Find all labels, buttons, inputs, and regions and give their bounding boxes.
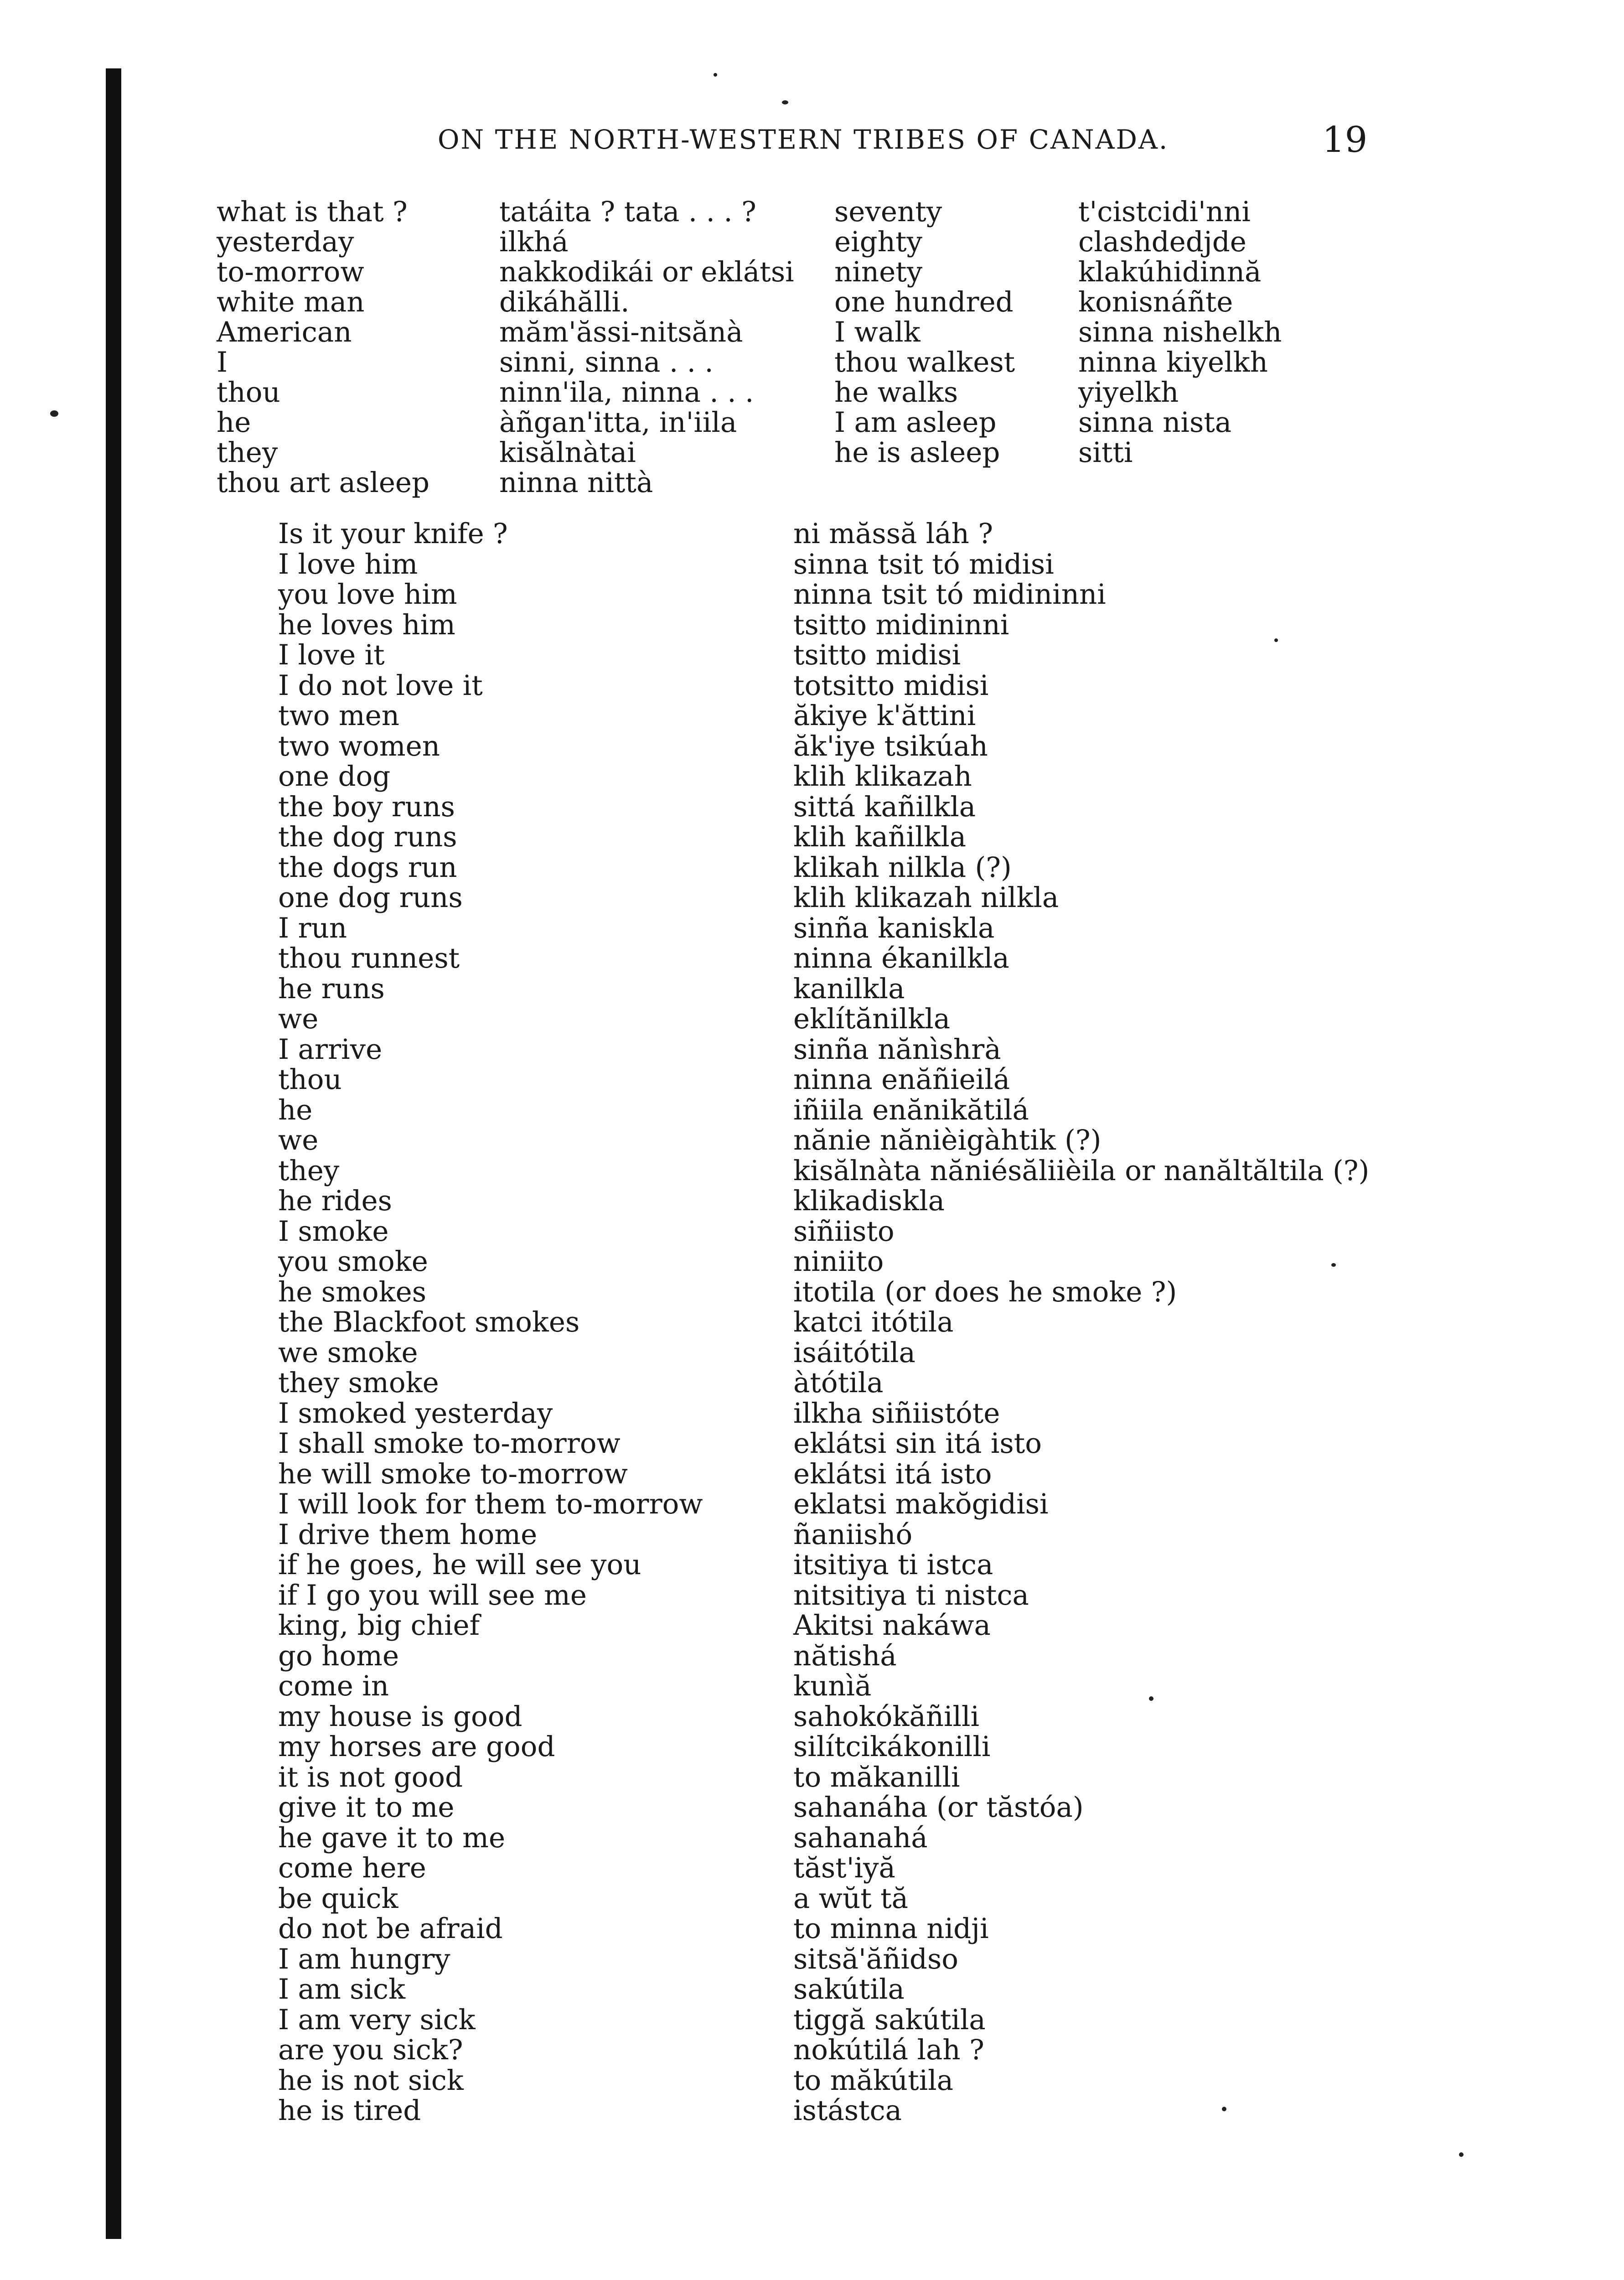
vocab-native: tatáita ? tata . . . ? (499, 196, 756, 228)
phrase-native: katci itótila (793, 1306, 954, 1338)
phrase-english: go home (278, 1639, 399, 1672)
phrase-english: be quick (278, 1882, 398, 1915)
phrase-native: klih klikazah nilkla (793, 881, 1059, 914)
phrase-english: I love him (278, 548, 418, 580)
phrase-native: sinña kaniskla (793, 912, 995, 944)
vocab-native: klakúhidinnă (1078, 256, 1262, 288)
vocab-native: t'cistcidi'nni (1078, 196, 1251, 228)
phrase-native: sinna tsit tó midisi (793, 548, 1054, 580)
phrase-english: two women (278, 730, 440, 762)
vocab-english: I (217, 346, 228, 378)
phrase-english-column (278, 519, 703, 2126)
top-left-english-column (217, 197, 429, 498)
phrase-english: they smoke (278, 1367, 439, 1399)
phrase-english: come in (278, 1670, 389, 1702)
vocab-english: American (217, 316, 352, 348)
phrase-english: the dogs run (278, 851, 457, 884)
vocab-english: I am asleep (834, 406, 997, 439)
vocab-native: yiyelkh (1078, 376, 1179, 409)
phrase-english: he will smoke to-morrow (278, 1457, 628, 1490)
phrase-english: the Blackfoot smokes (278, 1306, 580, 1338)
vocab-english: thou (217, 376, 280, 409)
phrase-english: they (278, 1154, 340, 1187)
phrase-english: my horses are good (278, 1731, 555, 1763)
vocab-english: to-morrow (217, 256, 364, 288)
phrase-english: we (278, 1003, 319, 1035)
vocab-native: konisnáñte (1078, 286, 1233, 318)
phrase-native: sahanáha (or tăstóa) (793, 1791, 1084, 1824)
phrase-english: king, big chief (278, 1609, 480, 1642)
phrase-english: do not be afraid (278, 1912, 503, 1945)
phrase-native: tsitto midisi (793, 639, 961, 671)
phrase-english: two men (278, 700, 400, 732)
phrase-english: he runs (278, 972, 385, 1005)
phrase-english: are you sick? (278, 2034, 463, 2066)
phrase-native: kisălnàta năniésăliièila or nanăltăltila (?) (793, 1154, 1370, 1187)
scan-speck (1222, 2107, 1226, 2111)
phrase-native: siñiisto (793, 1215, 895, 1248)
vocab-native: kisălnàtai (499, 436, 636, 469)
phrase-native: eklátsi sin itá isto (793, 1427, 1042, 1460)
vocab-native: sitti (1078, 436, 1133, 469)
vocab-english: thou art asleep (217, 466, 430, 499)
vocab-native: ninn'ila, ninna . . . (499, 376, 754, 409)
phrase-native: eklátsi itá isto (793, 1457, 992, 1490)
top-right-english-column (834, 197, 1015, 468)
phrase-english: it is not good (278, 1761, 463, 1793)
scan-speck (1149, 1696, 1153, 1701)
phrase-native: ăk'iye tsikúah (793, 730, 988, 762)
phrase-native: itotila (or does he smoke ?) (793, 1275, 1177, 1308)
scan-speck (1274, 638, 1278, 642)
phrase-english: thou runnest (278, 942, 460, 974)
phrase-native: klikadiskla (793, 1185, 945, 1217)
phrase-native: totsitto midisi (793, 669, 989, 702)
phrase-native: to măkútila (793, 2064, 953, 2097)
phrase-native: ăkiye k'ăttini (793, 700, 976, 732)
phrase-english: I arrive (278, 1033, 383, 1066)
vocab-english: what is that ? (217, 196, 408, 228)
vocab-native: sinna nishelkh (1078, 316, 1282, 348)
phrase-native: sitsă'ăñidso (793, 1943, 959, 1975)
top-left-native-column (499, 197, 794, 498)
phrase-native: to măkanilli (793, 1761, 960, 1793)
phrase-native: eklatsi makŏgidisi (793, 1488, 1049, 1520)
phrase-native-column (793, 519, 1369, 2126)
phrase-english: if I go you will see me (278, 1579, 587, 1612)
phrase-english: he smokes (278, 1275, 427, 1308)
vocab-native: àñgan'itta, in'iila (499, 406, 737, 439)
page-binding-edge (106, 68, 121, 2239)
vocab-english: thou walkest (834, 346, 1015, 378)
vocab-native: ninna nittà (499, 466, 653, 499)
phrase-native: a wŭt tă (793, 1882, 909, 1915)
phrase-english: one dog runs (278, 881, 463, 914)
phrase-english: come here (278, 1852, 426, 1884)
phrase-native: ñaniishó (793, 1518, 913, 1551)
phrase-native: klikah nilkla (?) (793, 851, 1012, 884)
phrase-english: we smoke (278, 1336, 418, 1369)
phrase-english: he is tired (278, 2094, 421, 2127)
phrase-native: ninna ékanilkla (793, 942, 1009, 974)
phrase-english: Is it your knife ? (278, 518, 508, 550)
phrase-english: I will look for them to-morrow (278, 1488, 703, 1520)
phrase-native: iñiila enănikătilá (793, 1093, 1029, 1126)
phrase-english: he is not sick (278, 2064, 464, 2097)
vocab-native: ninna kiyelkh (1078, 346, 1268, 378)
scan-speck (1459, 2152, 1464, 2157)
phrase-native: tăst'iyă (793, 1852, 895, 1884)
phrase-native: sakútila (793, 1973, 905, 2005)
phrase-native: klih kañilkla (793, 821, 967, 853)
phrase-english: I am very sick (278, 2003, 476, 2036)
phrase-native: kunìă (793, 1670, 872, 1702)
phrase-native: istástca (793, 2094, 902, 2127)
phrase-english: I love it (278, 639, 385, 671)
phrase-native: ni măssă láh ? (793, 518, 993, 550)
phrase-native: silítcikákonilli (793, 1731, 991, 1763)
vocab-native: sinna nista (1078, 406, 1232, 439)
phrase-native: tsitto midininni (793, 608, 1009, 641)
running-title: ON THE NORTH-WESTERN TRIBES OF CANADA. (438, 124, 1169, 155)
phrase-native: isáitótila (793, 1336, 915, 1369)
phrase-native: ninna tsit tó midininni (793, 578, 1106, 611)
vocab-native: clashdedjde (1078, 226, 1246, 258)
phrase-english: he rides (278, 1185, 392, 1217)
phrase-english: you love him (278, 578, 457, 611)
scan-speck (782, 100, 788, 104)
phrase-english: he (278, 1093, 313, 1126)
top-right-native-column (1078, 197, 1282, 468)
vocab-native: sinni, sinna . . . (499, 346, 714, 378)
vocab-english: white man (217, 286, 365, 318)
phrase-english: I am hungry (278, 1943, 450, 1975)
phrase-english: he gave it to me (278, 1821, 506, 1854)
vocab-english: eighty (834, 226, 922, 258)
phrase-native: sinña nănìshrà (793, 1033, 1001, 1066)
phrase-native: klih klikazah (793, 760, 972, 793)
phrase-native: àtótila (793, 1367, 884, 1399)
vocab-english: they (217, 436, 278, 469)
phrase-native: sahanahá (793, 1821, 928, 1854)
vocab-english: he walks (834, 376, 958, 409)
phrase-english: I am sick (278, 1973, 406, 2005)
phrase-english: I do not love it (278, 669, 483, 702)
phrase-native: eklítănilkla (793, 1003, 951, 1035)
phrase-english: I run (278, 912, 347, 944)
scan-speck (714, 73, 717, 77)
phrase-native: nokútilá lah ? (793, 2034, 984, 2066)
phrase-native: ninna enăñieilá (793, 1063, 1010, 1096)
phrase-native: sittá kañilkla (793, 790, 976, 823)
vocab-native: dikáhălli. (499, 286, 630, 318)
phrase-english: give it to me (278, 1791, 455, 1824)
phrase-english: if he goes, he will see you (278, 1549, 641, 1581)
phrase-native: tiggă sakútila (793, 2003, 986, 2036)
phrase-english: my house is good (278, 1700, 522, 1733)
phrase-native: kanilkla (793, 972, 905, 1005)
phrase-native: Akitsi nakáwa (793, 1609, 991, 1642)
phrase-english: one dog (278, 760, 391, 793)
phrase-native: nănie nănièigàhtik (?) (793, 1124, 1102, 1156)
scan-speck (50, 410, 58, 417)
phrase-english: you smoke (278, 1245, 428, 1278)
vocab-english: ninety (834, 256, 923, 288)
phrase-native: to minna nidji (793, 1912, 989, 1945)
phrase-english: I drive them home (278, 1518, 538, 1551)
phrase-english: the dog runs (278, 821, 457, 853)
phrase-english: thou (278, 1063, 342, 1096)
phrase-native: ilkha siñiistóte (793, 1397, 1000, 1430)
vocab-english: he is asleep (834, 436, 1000, 469)
phrase-native: nătishá (793, 1639, 897, 1672)
vocab-english: one hundred (834, 286, 1014, 318)
vocab-english: yesterday (217, 226, 354, 258)
phrase-english: I shall smoke to-morrow (278, 1427, 621, 1460)
phrase-english: the boy runs (278, 790, 455, 823)
phrase-native: niniito (793, 1245, 884, 1278)
phrase-english: I smoke (278, 1215, 389, 1248)
vocab-english: he (217, 406, 251, 439)
vocab-native: măm'ăssi-nitsănà (499, 316, 743, 348)
vocab-english: I walk (834, 316, 921, 348)
phrase-english: he loves him (278, 608, 455, 641)
vocab-english: seventy (834, 196, 942, 228)
phrase-native: itsitiya ti istca (793, 1549, 993, 1581)
phrase-english: I smoked yesterday (278, 1397, 553, 1430)
scan-speck (1331, 1263, 1336, 1267)
vocab-native: ilkhá (499, 226, 569, 258)
phrase-native: sahokókăñilli (793, 1700, 980, 1733)
vocab-native: nakkodikái or eklátsi (499, 256, 794, 288)
phrase-english: we (278, 1124, 319, 1156)
phrase-native: nitsitiya ti nistca (793, 1579, 1029, 1612)
page-number: 19 (1322, 119, 1368, 161)
